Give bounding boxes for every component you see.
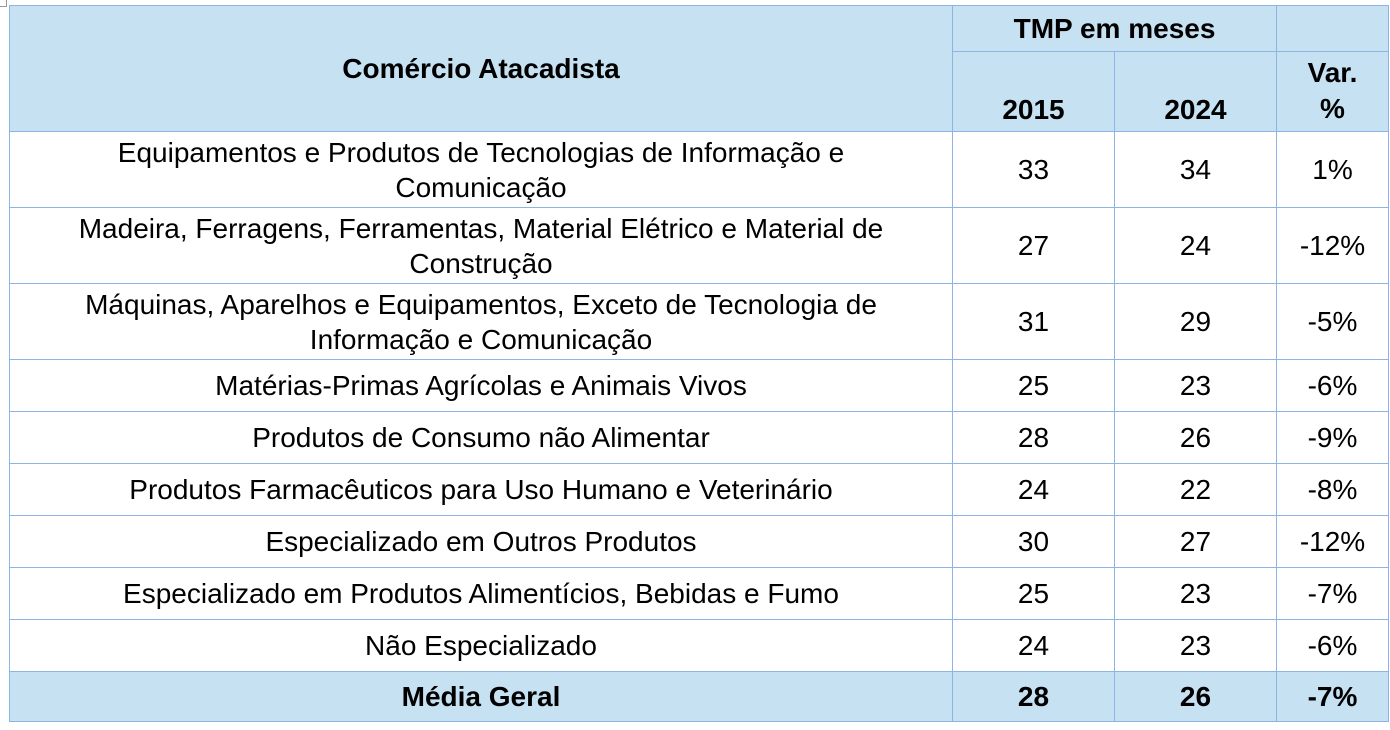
value-2015-cell: 28 xyxy=(953,412,1115,464)
variation-cell: -12% xyxy=(1277,516,1389,568)
table-row xyxy=(10,132,1389,208)
category-cell xyxy=(10,284,953,360)
variation-cell: -7% xyxy=(1277,568,1389,620)
category-cell: Produtos de Consumo não Alimentar xyxy=(10,412,953,464)
table-row xyxy=(10,208,1389,284)
table-row xyxy=(10,360,1389,412)
value-2015-cell: 31 xyxy=(953,284,1115,360)
average-row xyxy=(10,672,1389,722)
value-2015-cell: 30 xyxy=(953,516,1115,568)
variation-cell: 1% xyxy=(1277,132,1389,208)
value-2015-cell: 24 xyxy=(953,464,1115,516)
category-line: Equipamentos e Produtos de Tecnologias de Informação e xyxy=(117,136,845,168)
var-header-percent: % xyxy=(1320,93,1345,124)
tmp-group-header: TMP em meses xyxy=(953,6,1277,52)
table-row xyxy=(10,568,1389,620)
category-line: Informação e Comunicação xyxy=(309,323,653,355)
year-2015-header: 2015 xyxy=(953,52,1115,132)
value-2024-cell: 27 xyxy=(1115,516,1277,568)
table-row xyxy=(10,284,1389,360)
value-2015-cell: 33 xyxy=(953,132,1115,208)
category-line: Máquinas, Aparelhos e Equipamentos, Exceto de Tecnologia de xyxy=(85,288,877,320)
variation-cell: -5% xyxy=(1277,284,1389,360)
category-cell xyxy=(10,208,953,284)
value-2024-cell: 22 xyxy=(1115,464,1277,516)
average-variation-cell: -7% xyxy=(1277,672,1389,722)
average-label: Média Geral xyxy=(10,672,953,722)
header-group-row xyxy=(10,6,1389,52)
var-header xyxy=(1277,52,1389,132)
value-2024-cell: 23 xyxy=(1115,568,1277,620)
value-2015-cell: 24 xyxy=(953,620,1115,672)
value-2015-cell: 25 xyxy=(953,360,1115,412)
value-2024-cell: 23 xyxy=(1115,360,1277,412)
table-row xyxy=(10,516,1389,568)
variation-cell: -9% xyxy=(1277,412,1389,464)
value-2024-cell: 24 xyxy=(1115,208,1277,284)
table-row xyxy=(10,620,1389,672)
value-2024-cell: 29 xyxy=(1115,284,1277,360)
value-2015-cell: 25 xyxy=(953,568,1115,620)
category-line: Madeira, Ferragens, Ferramentas, Material Elétrico e Material de xyxy=(78,212,884,244)
table-row xyxy=(10,464,1389,516)
year-2024-header: 2024 xyxy=(1115,52,1277,132)
category-cell: Produtos Farmacêuticos para Uso Humano e Veterinário xyxy=(10,464,953,516)
value-2024-cell: 26 xyxy=(1115,412,1277,464)
variation-cell: -8% xyxy=(1277,464,1389,516)
var-header-label: Var. xyxy=(1307,57,1358,88)
variation-cell: -6% xyxy=(1277,620,1389,672)
variation-cell: -6% xyxy=(1277,360,1389,412)
empty-header-cell xyxy=(1277,6,1389,52)
corner-mark xyxy=(0,0,7,7)
value-2015-cell: 27 xyxy=(953,208,1115,284)
category-cell: Matérias-Primas Agrícolas e Animais Vivos xyxy=(10,360,953,412)
category-header: Comércio Atacadista xyxy=(10,6,953,132)
category-line: Comunicação xyxy=(395,171,567,203)
category-cell xyxy=(10,132,953,208)
value-2024-cell: 23 xyxy=(1115,620,1277,672)
category-cell: Especializado em Outros Produtos xyxy=(10,516,953,568)
average-2015-cell: 28 xyxy=(953,672,1115,722)
category-cell: Especializado em Produtos Alimentícios, Bebidas e Fumo xyxy=(10,568,953,620)
category-line: Construção xyxy=(409,247,553,279)
value-2024-cell: 34 xyxy=(1115,132,1277,208)
tmp-table xyxy=(9,5,1389,722)
variation-cell: -12% xyxy=(1277,208,1389,284)
table-row xyxy=(10,412,1389,464)
category-cell: Não Especializado xyxy=(10,620,953,672)
average-2024-cell: 26 xyxy=(1115,672,1277,722)
